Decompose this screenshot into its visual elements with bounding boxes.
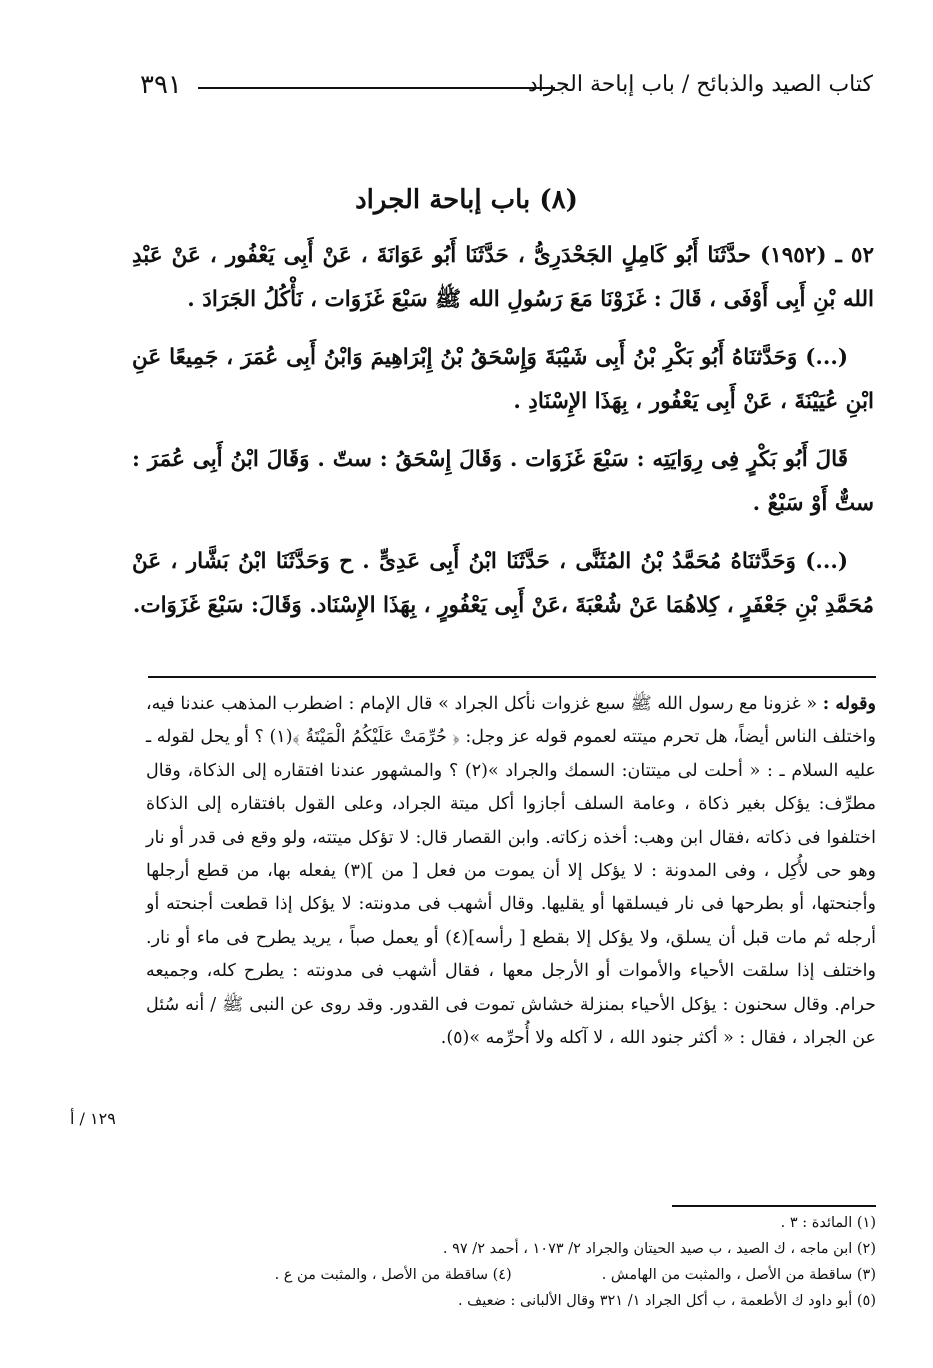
footnote [150, 1288, 876, 1314]
commentary-lead: وقوله : [822, 694, 876, 714]
footnote-text: (٤) ساقطة من الأصل ، والمثبت من ع . [274, 1267, 512, 1283]
footnote-rule [672, 1205, 876, 1207]
commentary-paragraph [146, 688, 876, 1055]
page-number: ٣٩١ [140, 70, 182, 100]
hadith-paragraph: (...) وَحَدَّثنَاهُ أَبُو بَكْرِ بْنُ أَبِى شَيْبَةَ وَإِسْحَقُ بْنُ إِبْرَاهِيمَ وَابْنُ أَبِى عُمَرَ ، جَمِيعًا عَنِ ابْنِ عُيَيْنَةَ ، عَنْ أَبِى يَعْفُور ، بِهَذَا الإِسْنَادِ . [132, 345, 874, 414]
hadith-paragraph: ٥٢ ـ (١٩٥٢) حدَّثَنَا أَبُو كَامِلٍ الجَحْدَرِىُّ ، حَدَّثَنَا أَبُو عَوَانَةَ ، عَنْ أَبِى يَعْفُور ، عَنْ عَبْدِ الله بْنِ أَبِى أَوْفَى ، قَالَ : غَزَوْنَا مَعَ رَسُولِ الله ﷺ سَبْعَ غَزَوَات ، نَأْكُلُ الجَرَادَ . [132, 243, 875, 312]
page-header [140, 68, 873, 104]
footnote [150, 1236, 876, 1262]
footnote-text: (٥) أبو داود ك الأطعمة ، ب أكل الجراد ١/ ٣٢١ وقال الألبانى : ضعيف . [457, 1293, 876, 1309]
footnote [150, 1262, 876, 1288]
hadith-paragraph: قَالَ أَبُو بَكْرٍ فِى رِوَايَتِه : سَبْعَ غَزَوَات . وَقَالَ إِسْحَقُ : ستّ . وَقَالَ ابْنُ أَبِى عُمَرَ : ستٌّ أَوْ سَبْعٌ . [132, 447, 874, 516]
footnotes [150, 1210, 876, 1314]
running-title: كتاب الصيد والذبائح / باب إباحة الجراد [527, 72, 873, 97]
hadith-paragraph: (...) وَحَدَّثنَاهُ مُحَمَّدُ بْنُ المُثَنَّى ، حَدَّثَنَا ابْنُ أَبِى عَدِىٍّ . ح وَحَدَّثَنَا ابْنُ بَشَّار ، عَنْ مُحَمَّدِ بْنِ جَعْفَرٍ ، كِلاهُمَا عَنْ شُعْبَةَ ،عَنْ أَبِى يَعْفُورٍ ، بِهَذَا الإِسْنَاد. وَقَالَ: سَبْعَ غَزَوَات. [132, 549, 874, 618]
header-rule [198, 87, 555, 89]
manuscript-folio-note: ١٢٩ / أ [70, 1109, 116, 1128]
commentary [146, 688, 876, 1055]
chapter-title: (٨) باب إباحة الجراد [355, 185, 578, 215]
hadith-text [132, 234, 874, 642]
section-separator [148, 676, 876, 678]
footnote [150, 1210, 876, 1236]
commentary-text: « غزونا مع رسول الله ﷺ سبع غزوات نأكل الجراد » قال الإمام : اضطرب المذهب عندنا فيه، واختلف الناس أيضاً، هل تحرم ميتته لعموم قوله عز وجل: ﴿ حُرِّمَتْ عَلَيْكُمُ الْمَيْتَةُ ﴾(١) ؟ أو يحل لقوله ـ عليه السلام ـ : « أحلت لى ميتتان: السمك والجراد »(٢) ؟ والمشهور عندنا افتقاره إلى الذكاة، وقال مطرِّف: يؤكل بغير ذكاة ، وعامة السلف أجازوا أكل ميتة الجراد، وعلى القول بافتقاره إلى الذكاة اختلفوا فى ذكاته ،فقال ابن وهب: أخذه زكاته. وابن القصار قال: لا تؤكل ميتته، ولو وقع فى قدر أو نار وهو حى لأُكِل ، وفى المدونة : لا يؤكل إلا أن يموت من فعل [ من ](٣) يفعله بها، من قطع أرجلها وأجنحتها، أو بطرحها فى نار فيسلقها أو يقليها. وقال أشهب فى مدونته: لا يؤكل إذا قطعت أجنحته أو أرجله ثم مات قبل أن يسلق، ولا يؤكل إلا بقطع [ رأسه](٤) أو يعمل صباً ، يريد يطرح فى ماء أو نار. واختلف إذا سلقت الأحياء والأموات أو الأرجل معها ، فقال أشهب فى مدونته : يطرح كله، وجميعه حرام. وقال سحنون : يؤكل الأحياء بمنزلة خشاش تموت فى القدور. وقد روى عن النبى ﷺ / أنه سُئل عن الجراد ، فقال : « أكثر جنود الله ، لا آكله ولا أُحرِّمه »(٥). [146, 694, 877, 1049]
footnote-text: (٣) ساقطة من الأصل ، والمثبت من الهامش . [601, 1267, 876, 1283]
footnote-text: (١) المائدة : ٣ . [780, 1215, 876, 1231]
footnote-text: (٢) ابن ماجه ، ك الصيد ، ب صيد الحيتان والجراد ٢/ ١٠٧٣ ، أحمد ٢/ ٩٧ . [442, 1241, 876, 1257]
